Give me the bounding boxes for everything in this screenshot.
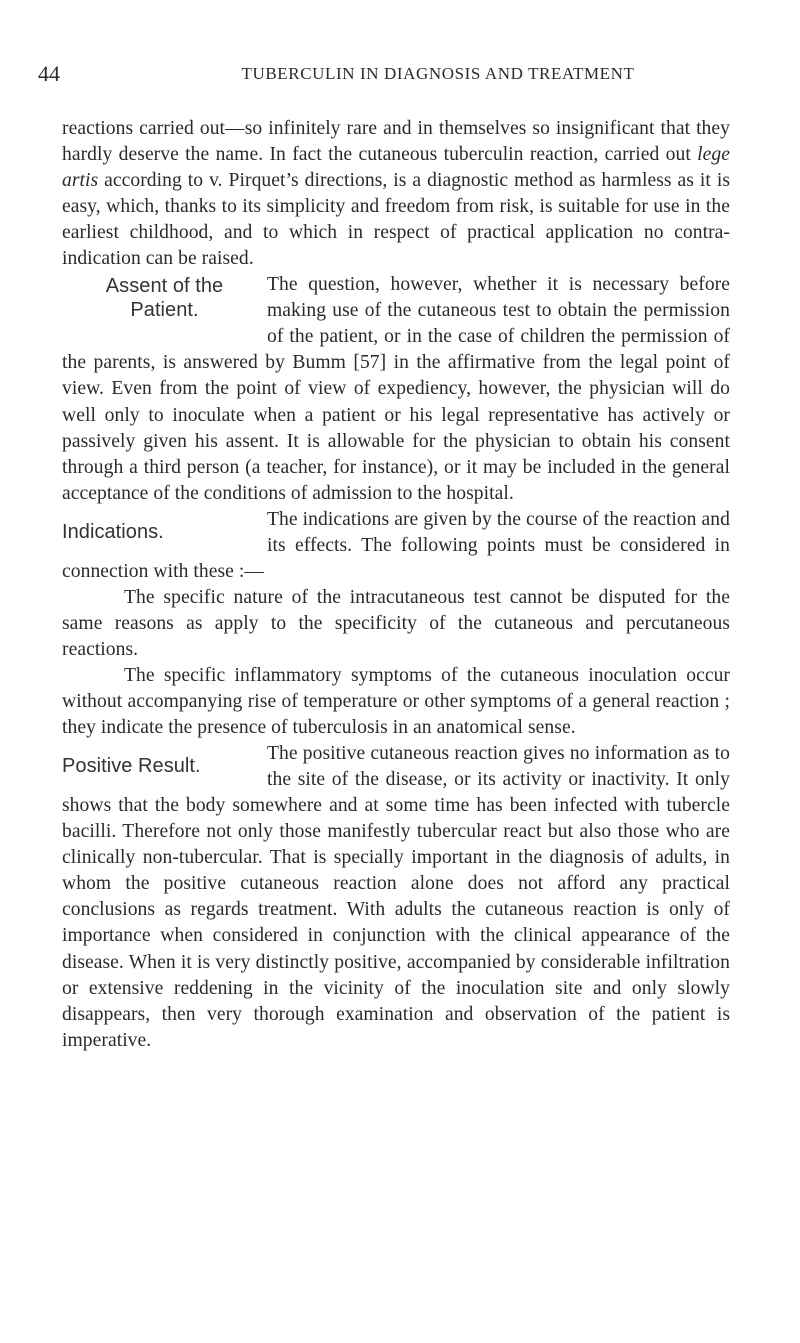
paragraph-positive-result: The positive cutaneous reaction gives no information as to the site of the disease, or its activity or inactivity. It only shows that the body somewhere and at some time has been infected with tubercle bacilli. Therefore not only those manifestly tubercular react but also those who are clinically non-tubercular. That is specially important in the diagnosis of adults, in whom the positive cutaneous reaction alone does not afford any practical conclusions as regards treatment. With adults the cutaneous reaction is only of importance when considered in conjunction with the clinical appearance of the disease. When it is very distinctly positive, accompanied by considerable infiltration or extensive reddening in the vicinity of the inoculation site and only slowly disappears, then very thorough examination and observation of the patient is imperative. [62, 743, 730, 1051]
page-number: 44 [38, 61, 60, 86]
side-note-line: Assent of the [105, 275, 224, 298]
paragraph-indications: The indications are given by the course of the reaction and its effects. The following points must be considered in connection with these :— [62, 508, 730, 582]
page-body [62, 116, 730, 1054]
side-note-line: Patient. [130, 299, 199, 322]
paragraph-assent: The question, however, whether it is necessary before making use of the cutaneous test to obtain the permission of the patient, or in the case of children the permission of the parents, is answered by Bumm [57] in the affirmative from the legal point of view. Even from the point of view of expediency, however, the physician will do well only to inoculate when a patient or his legal representative has actively or passively given his assent. It is allowable for the physician to obtain his consent through a third person (a teacher, for instance), or it may be included in the general acceptance of the conditions of admission to the hospital. [62, 274, 730, 504]
italic-phrase: lege artis [62, 144, 730, 192]
section-positive-result [62, 741, 730, 1054]
paragraph-reactions [62, 116, 730, 272]
section-indications [62, 507, 730, 585]
paragraph-text: reactions carried out—so infinitely rare and in themselves so insignificant that they hardly deserve the name. In fact the cutaneous tuberculin reaction, carried out [62, 118, 730, 166]
page-header [38, 60, 758, 90]
paragraph-text: according to v. Pirquet’s directions, is a diagnostic method as harmless as it is easy, which, thanks to its simplicity and freedom from risk, is suitable for use in the earliest childhood, and to which in respect of practical application no contra-indication can be raised. [62, 170, 730, 270]
side-note-positive: Positive Result. [62, 755, 201, 778]
side-note-assent [62, 272, 267, 346]
paragraph-specific-nature: The specific nature of the intracutaneous test cannot be disputed for the same reasons as apply to the specificity of the cutaneous and percutaneous reactions. [62, 586, 730, 660]
side-note-indications: Indications. [62, 520, 164, 543]
running-head: TUBERCULIN IN DIAGNOSIS AND TREATMENT [241, 64, 635, 83]
section-assent [62, 272, 730, 506]
paragraph-inflammatory: The specific inflammatory symptoms of the cutaneous inoculation occur without accompanying rise of temperature or other symptoms of a general reaction ; they indicate the presence of tuberculosis in an anatomical sense. [62, 664, 730, 739]
